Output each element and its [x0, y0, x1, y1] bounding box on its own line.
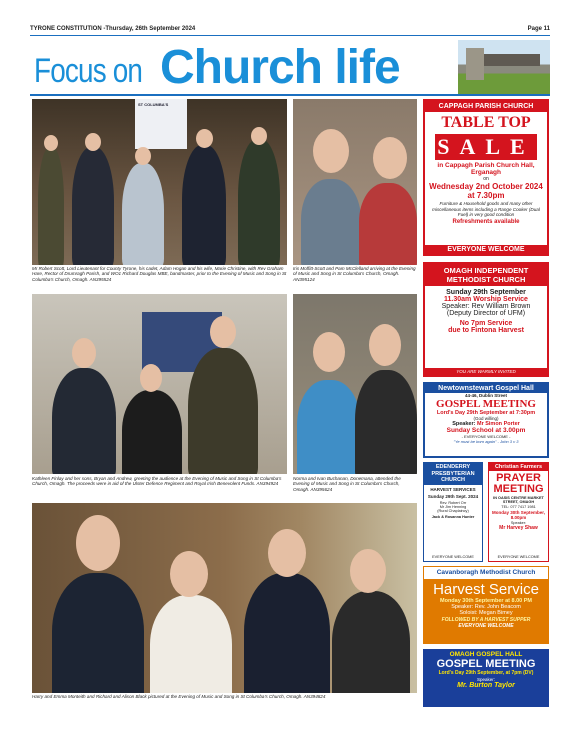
masthead-church-life: Church life — [160, 41, 400, 94]
face — [350, 549, 386, 593]
ad-omagh-gospel-hall — [423, 649, 549, 707]
table-top-heading: TABLE TOP — [441, 114, 531, 131]
ad-meeting: GOSPEL MEETING — [436, 398, 536, 410]
face — [44, 135, 58, 151]
ad-date: Monday 30th September at 8.00 PM — [440, 598, 532, 604]
face — [76, 515, 120, 571]
photo-finlay-family — [32, 294, 287, 474]
church-tower — [466, 48, 484, 80]
ad-no-service: No 7pm Service — [459, 320, 513, 327]
ad-refreshments: Refreshments available — [452, 218, 520, 225]
ad-prayer: PRAYER — [496, 472, 541, 484]
iris-figure — [301, 179, 361, 265]
ad-church-name: CAPPAGH PARISH CHURCH — [425, 101, 547, 112]
caption-photo-4: Norma and Ivan Buchanan, Donemana, attended the Evening of Music and Song in St Columba's Church, Omagh. AN395624 — [293, 476, 401, 492]
speaker-label: Speaker: — [452, 421, 476, 427]
face — [72, 338, 96, 368]
ad-cavanboragh-harvest — [423, 566, 549, 644]
kathleen-figure — [122, 390, 182, 474]
face — [85, 133, 101, 151]
caption-photo-5: Harry and Emma Monteith and Richard and Alison Black pictured at the Evening of Music and Song in St Columba's Church, Omagh. AN394824 — [32, 694, 326, 699]
ad-speaker: Mr Harvey Shaw — [499, 525, 538, 531]
ad-supper: FOLLOWED BY A HARVEST SUPPER — [441, 617, 531, 623]
ivan-figure — [355, 370, 417, 474]
face — [369, 324, 401, 366]
face — [170, 551, 208, 597]
ad-harvest: Harvest Service — [433, 581, 539, 598]
ad-church-name: OMAGH INDEPENDENT METHODIST CHURCH — [425, 264, 547, 286]
ad-org-name: Christian Farmers — [489, 463, 548, 471]
harvest-panel — [424, 579, 548, 643]
face — [373, 137, 407, 179]
ad-speaker: Mr. Burton Taylor — [457, 682, 515, 689]
cadet-figure — [38, 147, 64, 265]
ad-edenderry-presbyterian — [423, 462, 483, 562]
ad-soloist: Soloist: Megan Bimey — [459, 610, 513, 616]
ad-welcome: EVERYONE WELCOME — [425, 245, 547, 254]
ad-christian-farmers-prayer — [488, 462, 549, 562]
photo-monteith-and-black — [32, 503, 417, 693]
paper-date: TYRONE CONSTITUTION -Thursday, 26th September 2024 — [30, 26, 196, 32]
face — [210, 316, 236, 348]
ad-newtownstewart-gospel-hall — [423, 382, 549, 458]
face — [313, 332, 345, 372]
ad-date: Monday 30th September, 8.00pm — [491, 510, 545, 520]
photo-buchanans — [293, 294, 417, 474]
andrew-figure — [188, 348, 258, 474]
richard-figure — [244, 573, 330, 693]
ad-tel: TEL: 077 7417 1981 — [501, 505, 536, 509]
masthead-focus: Focus on — [34, 52, 143, 90]
sale-heading: SALE — [435, 134, 537, 160]
ad-hall-name: OMAGH GOSPEL HALL — [449, 651, 523, 658]
ad-date: Sunday 29th September — [446, 289, 526, 296]
bryan-figure — [52, 368, 116, 474]
caption-photo-1: Mr Robert Scott, Lord Lieutenant for County Tyrone, his cadet, Adam Hogan and his wife, Marie Christine, with Rev Graham Hare, Rector of Drumragh Parish, and WO1 Richard Douglas MBE, bandmaster, prior to the Evening of Music and Song in St Columba's Church, Omagh. AN395524 — [32, 266, 287, 282]
page-number: Page 11 — [527, 26, 550, 32]
ad-address: 44-46, Dublin Street — [464, 393, 507, 398]
ad-sunday-school: Sunday School at 3.00pm — [446, 427, 526, 434]
ad-venue: IN OASIS CENTRE MARKET STREET, OMAGH — [493, 496, 544, 504]
ad-role: (Deputy Director of UFM) — [446, 310, 526, 317]
ad-speaker: Speaker: Rev William Brown — [441, 303, 531, 310]
ad-speaker-label: Speaker: — [510, 521, 527, 525]
speaker-name: Mr Simon Porter — [476, 421, 520, 427]
church-roof — [484, 54, 540, 66]
ad-date: Wednesday 2nd October 2024 at 7.30pm — [429, 182, 543, 200]
ad-line-3: (Rural Chaplaincy) — [437, 508, 469, 513]
ad-meeting: GOSPEL MEETING — [436, 658, 536, 670]
face — [268, 529, 306, 577]
church-building-photo — [458, 40, 550, 94]
ad-hall-name: Newtownstewart Gospel Hall — [425, 384, 547, 393]
face — [313, 129, 349, 173]
ad-church-name: Cavanboragh Methodist Church — [436, 569, 536, 576]
ad-service: 11.30am Worship Service — [444, 296, 528, 303]
masthead — [30, 38, 550, 96]
ad-on: on — [483, 176, 489, 182]
ad-invite: YOU ARE WARMLY INVITED — [425, 368, 547, 375]
ad-date: Sunday 29th Sept. 2024 — [427, 493, 479, 499]
bandmaster-figure — [238, 139, 280, 265]
ad-reason: due to Fintona Harvest — [448, 327, 524, 334]
harry-figure — [52, 573, 144, 693]
caption-photo-3: Kathleen Finlay and her sons, Bryan and Andrew, greeting the audience at the Evening of Music and Song in St Columba's Church, Omagh. The proceeds were in aid of the Ulster Defence Regiment and Royal Irish Benevolent Funds. AN394924 — [32, 476, 282, 487]
lord-lieutenant-figure — [72, 147, 114, 265]
ad-venue: in Cappagh Parish Church Hall, Erganagh — [437, 162, 535, 176]
ad-church-name: EDENDERRY PRESBYTERIAN CHURCH — [424, 463, 482, 485]
photo-iris-and-pam — [293, 99, 417, 265]
ad-verse: "Ye must be born again" - John 3 v 3 — [453, 439, 519, 444]
ad-god-willing: (God willing) — [473, 416, 499, 421]
caption-photo-2: Iris Moffitt-Scott and Pam McClelland arriving at the Evening of Music and Song in St Columba's Church, Omagh. AN395124 — [293, 266, 416, 282]
alison-figure — [332, 591, 410, 693]
rev-graham-hare-figure — [182, 145, 226, 265]
face — [135, 147, 151, 165]
ad-welcome: EVERYONE WELCOME — [497, 555, 540, 559]
ad-date: Lord's Day 29th September at 7:30pm — [436, 410, 536, 416]
ad-welcome: EVERYONE WELCOME — [458, 623, 514, 629]
face — [140, 364, 162, 392]
ad-meeting: MEETING — [493, 483, 544, 495]
header-rule — [30, 35, 550, 36]
face — [251, 127, 267, 145]
photo-lord-lieutenant-group — [32, 99, 287, 265]
ad-details: Furniture & Household goods and many other miscellaneous items including a Range Cooker (Dual Fuel) in very good condition — [432, 201, 540, 218]
ad-welcome: - EVERYONE WELCOME - — [461, 434, 511, 439]
ad-line-1: Rev. Robert Orr — [439, 500, 467, 505]
ad-speaker: Speaker: Rev. John Beacom — [451, 604, 521, 610]
st-columbas-sign: ST COLUMBA'S — [135, 99, 187, 149]
norma-figure — [297, 380, 361, 474]
ad-date: Lord's Day 29th September, at 7pm (DV) — [438, 670, 534, 676]
ad-speaker-label: Speaker: — [476, 677, 495, 682]
marie-christine-figure — [122, 163, 164, 265]
ad-omagh-independent-methodist — [423, 262, 549, 377]
emma-figure — [150, 595, 232, 693]
ad-line-4: Jack & Rosanna Hunter — [431, 514, 475, 519]
pam-figure — [359, 183, 417, 265]
ad-line-2: Mr Jim Henning — [439, 504, 467, 509]
ad-cappagh-table-top-sale — [423, 99, 549, 256]
face — [196, 129, 213, 148]
ad-services: HARVEST SERVICES — [430, 486, 476, 492]
ad-welcome: EVERYONE WELCOME — [432, 555, 474, 559]
